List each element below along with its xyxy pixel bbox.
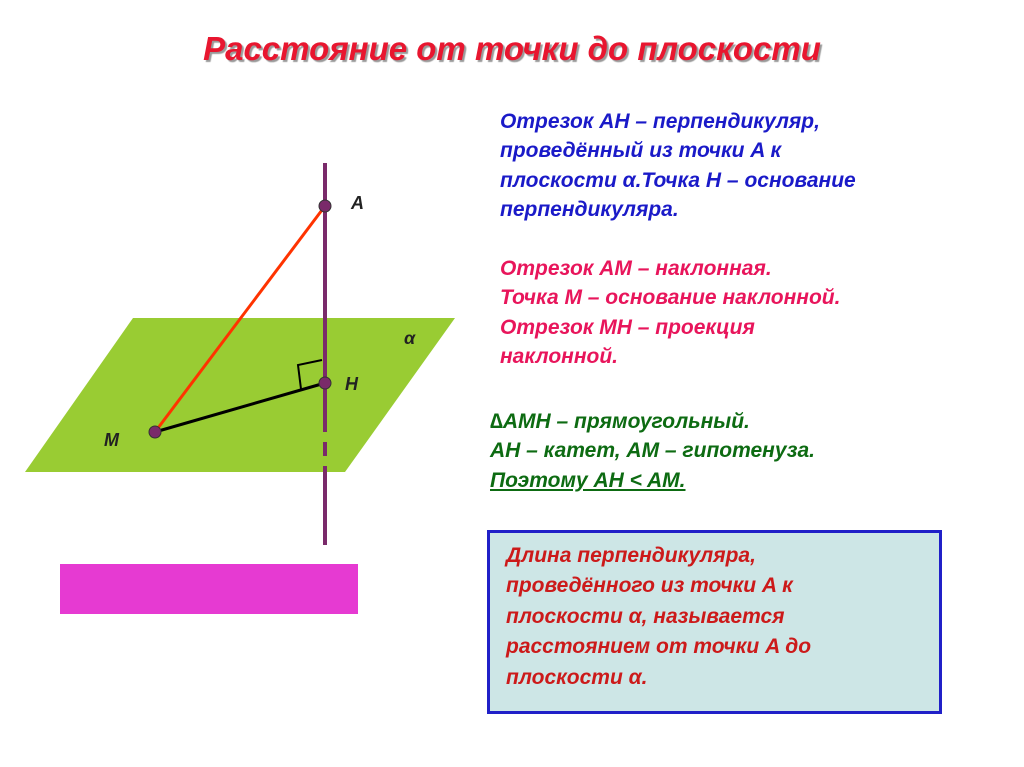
slant-description: [500, 254, 840, 372]
slide-title: Расстояние от точки до плоскости: [203, 30, 821, 67]
definition-line: Длина перпендикуляра,: [506, 544, 756, 567]
text-line: перпендикуляра.: [500, 198, 679, 222]
conclusion-line: Поэтому AH < AM.: [490, 468, 686, 492]
triangle-conclusion: [490, 407, 815, 495]
definition-box: [487, 530, 942, 714]
text-line: проведённый из точки A к: [500, 139, 782, 163]
definition-line: плоскости α.: [506, 665, 648, 689]
text-line: ∆AMH – прямоугольный.: [490, 410, 750, 433]
label-m: M: [104, 430, 119, 450]
text-line: Отрезок MH – проекция: [500, 315, 755, 339]
label-h: H: [345, 374, 358, 394]
point-m: [149, 426, 161, 438]
label-a: A: [351, 193, 364, 213]
text-line: плоскости α.Точка H – основание: [500, 168, 856, 192]
text-line: Точка M – основание наклонной.: [500, 286, 841, 310]
point-h: [319, 377, 331, 389]
text-line: Отрезок AM – наклонная.: [500, 257, 772, 280]
plane-alpha: [25, 318, 455, 472]
label-alpha: α: [404, 328, 416, 348]
point-a: [319, 200, 331, 212]
text-line: Отрезок AH – перпендикуляр,: [500, 110, 820, 133]
definition-line: проведённого из точки A к: [506, 574, 793, 598]
perpendicular-description: [500, 107, 856, 225]
text-line: наклонной.: [500, 345, 619, 369]
text-line: AH – катет, AM – гипотенуза.: [490, 439, 816, 463]
magenta-block: [60, 564, 358, 614]
definition-line: плоскости α, называется: [506, 604, 785, 628]
definition-line: расстоянием от точки A до: [506, 635, 812, 659]
